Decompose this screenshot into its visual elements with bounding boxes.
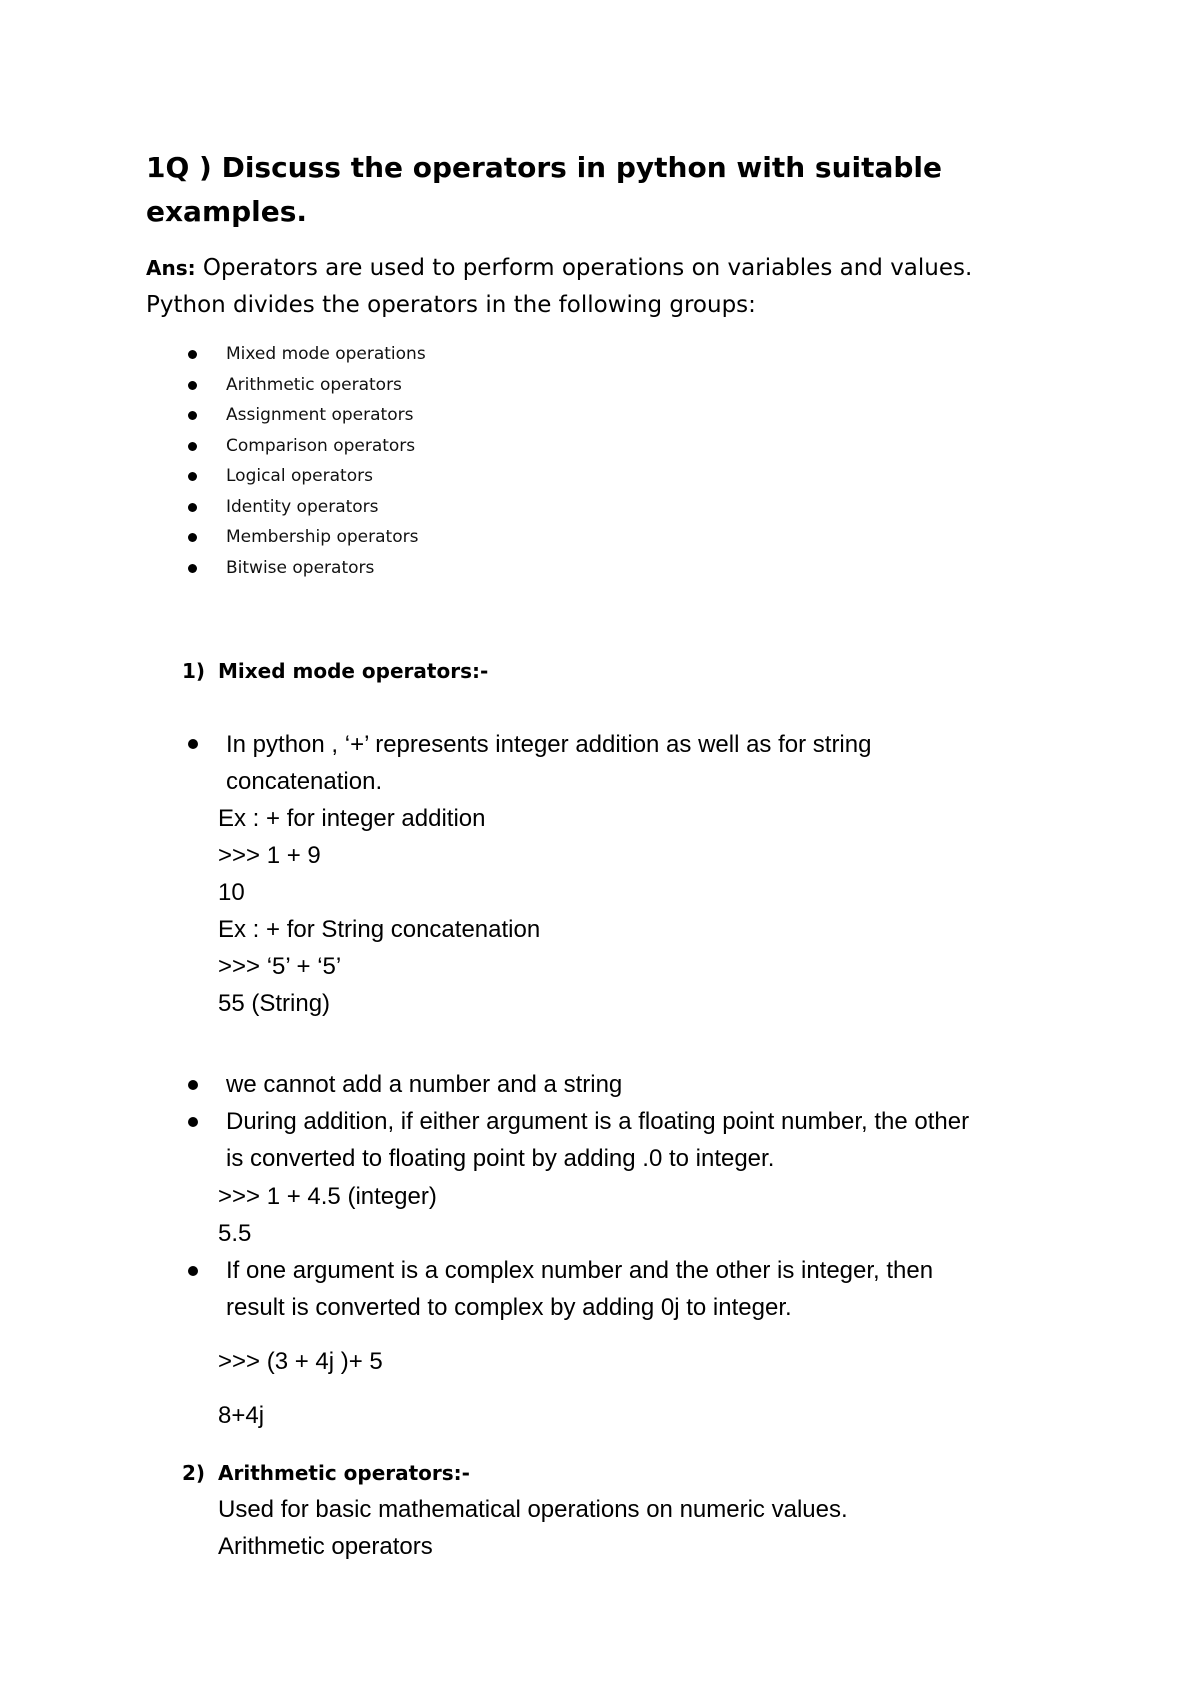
bullet-icon (188, 533, 197, 542)
bullet-icon (188, 472, 197, 481)
bullet-icon (188, 503, 197, 512)
example2-result: 55 (String) (218, 990, 331, 1017)
example1-label: Ex : + for integer addition (218, 805, 486, 832)
example1-result: 10 (218, 879, 245, 906)
question-title-line2: examples. (146, 195, 308, 228)
list-item: Bitwise operators (182, 553, 426, 584)
section1-bullet1-line1: In python , ‘+’ represents integer addition as well as for string (226, 731, 872, 758)
section2-line2: Arithmetic operators (218, 1533, 433, 1560)
example3-result: 5.5 (218, 1220, 252, 1247)
section2-number: 2) (182, 1461, 206, 1485)
section1-bullet4-line1: If one argument is a complex number and the other is integer, then (226, 1257, 934, 1284)
list-item: Comparison operators (182, 431, 426, 462)
example3-code: >>> 1 + 4.5 (integer) (218, 1183, 437, 1210)
answer-line2: Python divides the operators in the following groups: (146, 292, 756, 318)
question-title-line1: 1Q ) Discuss the operators in python with suitable (146, 151, 943, 184)
example1-code: >>> 1 + 9 (218, 842, 321, 869)
bullet-icon (188, 739, 198, 749)
section1-bullet3-line1: During addition, if either argument is a floating point number, the other (226, 1108, 970, 1135)
example2-code: >>> ‘5’ + ‘5’ (218, 953, 342, 980)
example2-label: Ex : + for String concatenation (218, 916, 541, 943)
section1-bullet3-line2: is converted to floating point by adding .0 to integer. (226, 1145, 775, 1172)
bullet-icon (188, 1117, 198, 1127)
bullet-icon (188, 411, 197, 420)
answer-line1 (146, 250, 972, 286)
section2-heading: Arithmetic operators:- (218, 1461, 470, 1485)
list-item: Mixed mode operations (182, 339, 426, 370)
answer-label: Ans: (146, 256, 196, 280)
bullet-icon (188, 350, 197, 359)
section1-heading: Mixed mode operators:- (218, 659, 489, 683)
list-item: Assignment operators (182, 400, 426, 431)
section1-bullet1-line2: concatenation. (226, 768, 383, 795)
operator-groups-list (182, 339, 426, 583)
bullet-icon (188, 442, 197, 451)
section1-bullet4-line2: result is converted to complex by adding 0j to integer. (226, 1294, 792, 1321)
bullet-icon (188, 564, 197, 573)
list-item: Arithmetic operators (182, 370, 426, 401)
section2-line1: Used for basic mathematical operations on numeric values. (218, 1496, 848, 1523)
list-item: Identity operators (182, 492, 426, 523)
section1-bullet2: we cannot add a number and a string (226, 1071, 623, 1098)
list-item: Logical operators (182, 461, 426, 492)
answer-text: Operators are used to perform operations on variables and values. (195, 255, 973, 281)
bullet-icon (188, 1080, 198, 1090)
section1-number: 1) (182, 659, 206, 683)
bullet-icon (188, 381, 197, 390)
list-item: Membership operators (182, 522, 426, 553)
example4-code: >>> (3 + 4j )+ 5 (218, 1348, 383, 1375)
example4-result: 8+4j (218, 1402, 265, 1429)
bullet-icon (188, 1266, 198, 1276)
